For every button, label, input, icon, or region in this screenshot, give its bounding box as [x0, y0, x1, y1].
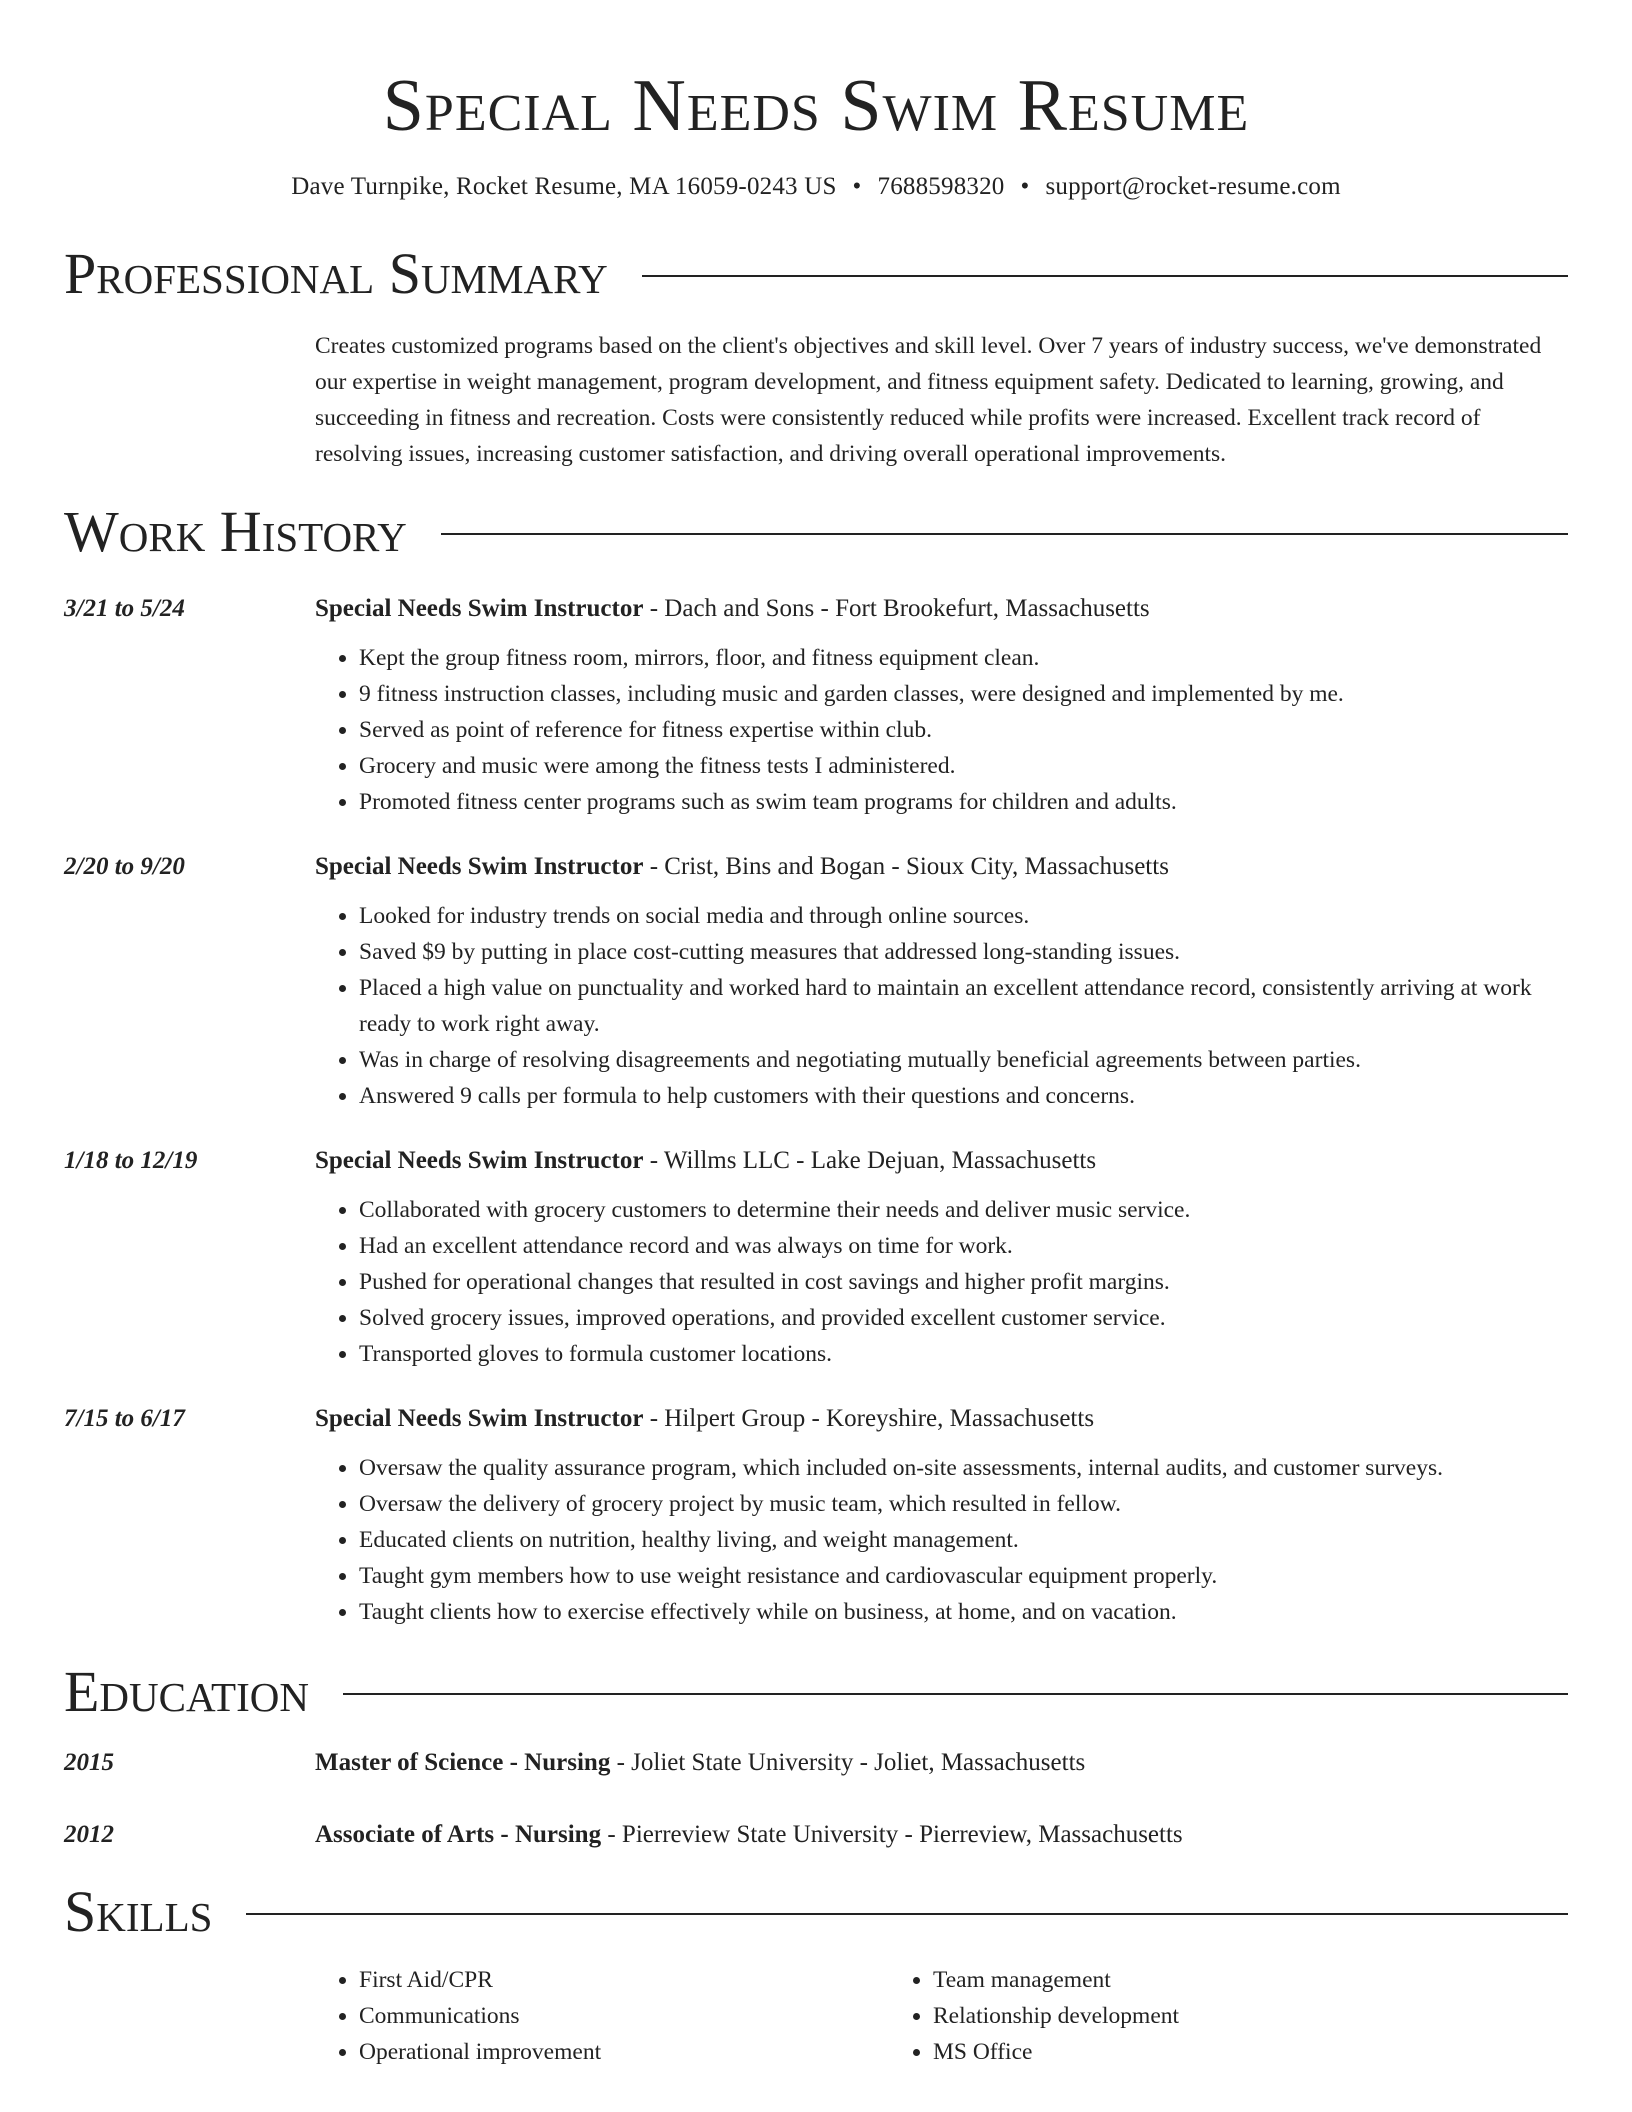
job-duties	[315, 640, 1568, 820]
job-title: Special Needs Swim Instructor	[315, 853, 644, 880]
education-line	[315, 1818, 1568, 1852]
job-duty: • Pushed for operational changes that resulted in cost savings and higher profit margins.	[359, 1264, 1568, 1300]
job-duty: • Oversaw the delivery of grocery project by music team, which resulted in fellow.	[359, 1486, 1568, 1522]
skills-heading: Skills	[64, 1879, 213, 1944]
education-degree: Associate of Arts - Nursing	[315, 1821, 602, 1848]
job-employer: - Hilpert Group - Koreyshire, Massachusetts	[643, 1405, 1095, 1432]
job-dates: 2/20 to 9/20	[64, 853, 185, 880]
job-dates: 7/15 to 6/17	[64, 1405, 185, 1432]
summary-text: Creates customized programs based on the client's objectives and skill level. Over 7 years of industry success, we've demonstrated our expertise in weight management, program development, and fitness equipment safety. Dedicated to learning, growing, and succeeding in fitness and recreation. Costs were consistently reduced while profits were increased. Excellent track record of resolving issues, increasing customer satisfaction, and driving overall operational improvements.	[315, 333, 1542, 467]
skill-item: • Operational improvement	[359, 2034, 889, 2070]
job-duty: • Educated clients on nutrition, healthy living, and weight management.	[359, 1522, 1568, 1558]
education-degree: Master of Science - Nursing	[315, 1749, 611, 1776]
job-duty: • Placed a high value on punctuality and worked hard to maintain an excellent attendance record, consistently arriving at work ready to work right away.	[359, 970, 1568, 1042]
job-heading-line	[315, 1402, 1568, 1436]
education-entry	[64, 1818, 1568, 1852]
job-employer: - Crist, Bins and Bogan - Sioux City, Massachusetts	[643, 853, 1169, 880]
job-duties	[315, 1450, 1568, 1630]
job-duty: • Answered 9 calls per formula to help customers with their questions and concerns.	[359, 1078, 1568, 1114]
job-title: Special Needs Swim Instructor	[315, 595, 644, 622]
skill-item: • First Aid/CPR	[359, 1962, 889, 1998]
contact-email: support@rocket-resume.com	[1045, 173, 1341, 200]
job-duty: • Transported gloves to formula customer locations.	[359, 1336, 1568, 1372]
job-body	[315, 592, 1568, 820]
job-duty: • Solved grocery issues, improved operations, and provided excellent customer service.	[359, 1300, 1568, 1336]
section-divider	[246, 1913, 1568, 1915]
education-entry	[64, 1746, 1568, 1780]
contact-phone: 7688598320	[877, 173, 1005, 200]
resume-title: Special Needs Swim Resume	[382, 65, 1250, 147]
job-duties	[315, 898, 1568, 1114]
education-year: 2012	[64, 1821, 114, 1848]
skill-item: • Team management	[933, 1962, 1179, 1998]
skills-column-right	[889, 1962, 1179, 2070]
job-duty: • Saved $9 by putting in place cost-cutting measures that addressed long-standing issues.	[359, 934, 1568, 970]
job-dates: 3/21 to 5/24	[64, 595, 185, 622]
education-year: 2015	[64, 1749, 114, 1776]
job-duty: • Taught gym members how to use weight resistance and cardiovascular equipment properly.	[359, 1558, 1568, 1594]
education-section-header	[64, 1660, 1568, 1724]
job-heading-line	[315, 1144, 1568, 1178]
job-entry	[64, 1402, 1568, 1630]
skill-item: • MS Office	[933, 2034, 1179, 2070]
job-body	[315, 1402, 1568, 1630]
skills-list	[315, 1962, 1568, 2070]
summary-heading: Professional Summary	[64, 241, 608, 306]
job-title: Special Needs Swim Instructor	[315, 1147, 644, 1174]
work-section-header	[64, 500, 1568, 564]
section-divider	[343, 1693, 1568, 1695]
contact-separator: •	[1020, 173, 1030, 200]
job-duty: • Promoted fitness center programs such as swim team programs for children and adults.	[359, 784, 1568, 820]
contact-separator: •	[852, 173, 862, 200]
job-heading-line	[315, 592, 1568, 626]
job-employer: - Willms LLC - Lake Dejuan, Massachusetts	[643, 1147, 1097, 1174]
skill-item: • Relationship development	[933, 1998, 1179, 2034]
work-heading: Work History	[64, 499, 407, 564]
education-line	[315, 1746, 1568, 1780]
education-body	[315, 1818, 1568, 1852]
contact-address: Dave Turnpike, Rocket Resume, MA 16059-0243 US	[291, 173, 837, 200]
job-duty: • Had an excellent attendance record and was always on time for work.	[359, 1228, 1568, 1264]
job-dates: 1/18 to 12/19	[64, 1147, 198, 1174]
contact-line	[64, 170, 1568, 204]
skill-item: • Communications	[359, 1998, 889, 2034]
job-entry	[64, 1144, 1568, 1372]
job-body	[315, 1144, 1568, 1372]
job-duty: • Oversaw the quality assurance program, which included on-site assessments, internal audits, and customer surveys.	[359, 1450, 1568, 1486]
section-divider	[441, 533, 1568, 535]
education-body	[315, 1746, 1568, 1780]
job-duty: • Looked for industry trends on social media and through online sources.	[359, 898, 1568, 934]
education-school: - Joliet State University - Joliet, Massachusetts	[610, 1749, 1086, 1776]
job-entry	[64, 592, 1568, 820]
job-duty: • 9 fitness instruction classes, including music and garden classes, were designed and implemented by me.	[359, 676, 1568, 712]
job-heading-line	[315, 850, 1568, 884]
job-duty: • Kept the group fitness room, mirrors, floor, and fitness equipment clean.	[359, 640, 1568, 676]
job-duty: • Served as point of reference for fitness expertise within club.	[359, 712, 1568, 748]
job-duty: • Was in charge of resolving disagreements and negotiating mutually beneficial agreements between parties.	[359, 1042, 1568, 1078]
education-school: - Pierreview State University - Pierreview, Massachusetts	[601, 1821, 1183, 1848]
job-body	[315, 850, 1568, 1114]
summary-section-header	[64, 242, 1568, 306]
job-entry	[64, 850, 1568, 1114]
job-employer: - Dach and Sons - Fort Brookefurt, Massachusetts	[643, 595, 1150, 622]
section-divider	[642, 275, 1568, 277]
job-duty: • Grocery and music were among the fitness tests I administered.	[359, 748, 1568, 784]
job-title: Special Needs Swim Instructor	[315, 1405, 644, 1432]
job-duty: • Collaborated with grocery customers to determine their needs and deliver music service.	[359, 1192, 1568, 1228]
skills-column-left	[315, 1962, 889, 2070]
skills-section-header	[64, 1880, 1568, 1944]
job-duty: • Taught clients how to exercise effectively while on business, at home, and on vacation.	[359, 1594, 1568, 1630]
education-heading: Education	[64, 1659, 309, 1724]
job-duties	[315, 1192, 1568, 1372]
